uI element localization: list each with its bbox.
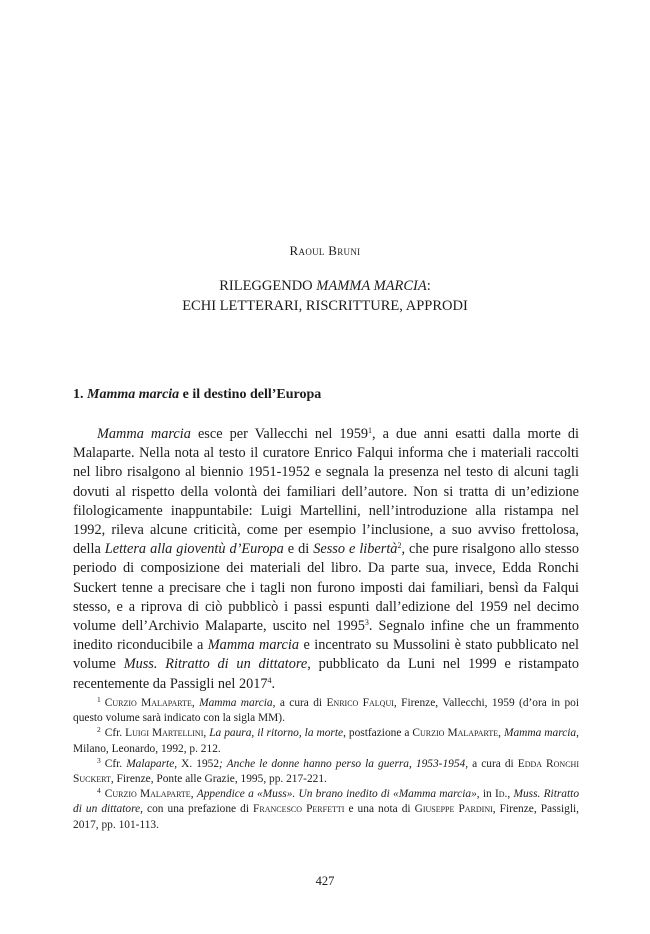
body-text (73, 425, 579, 694)
footnote-number: 1 (97, 695, 101, 704)
footnote-3: $^3$ Cfr. Malaparte, X. 1952; Anche le donne hanno perso la guerra, 1953-1954, a cura di Edda Ronchi Suckert, Firenze, Ponte alle Grazie, 1995, pp. 217-221. (73, 755, 579, 786)
footnote-4: $^4$ Curzio Malaparte, Appendice a «Muss». Un brano inedito di «Mamma marcia», in Id., Muss. Ritratto di un dittatore, con una prefazione di Francesco Perfetti e una nota di Giuseppe Pardini, Firenze, Passigli, 2017, pp. 101-113. (73, 786, 580, 831)
footnote-ref[interactable]: 2 (397, 541, 402, 551)
title-line-2: ECHI LETTERARI, RISCRITTURE, APPRODI (182, 298, 468, 314)
footnote-1: $^1$ Curzio Malaparte, Mamma marcia, a cura di Enrico Falqui, Firenze, Vallecchi, 1959 (d’ora in poi questo volume sarà indicato con la sigla MM). (73, 695, 579, 725)
article-title (0, 276, 650, 316)
paragraph: Mamma marcia esce per Vallecchi nel 1959$^1$, a due anni esatti dalla morte di Malaparte. Nella nota al testo il curatore Enrico Falqui informa che i materiali raccolti nel libro risalgono al biennio 1951-1952 e segnala la presenza nel testo di alcuni tagli dovuti al rispetto della volontà dei familiari dell’autore. Non si tratta di un’edizione filologicamente inappuntabile: Luigi Martellini, nell’introduzione alla ristampa nel 1992, rileva alcune criticità, come per esempio l’inclusione, a suo avviso frettolosa, della Lettera alla gioventù d’Europa e di Sesso e libertà$^2$, che pure risalgono allo stesso periodo di composizione dei materiali del libro. Da parte sua, invece, Edda Ronchi Suckert tenne a precisare che i tagli non furono imposti dai familiari, bensì da Falqui stesso, e a riprova di ciò pubblicò i passi espunti dall’edizione del 1959 nel decimo volume dell’Archivio Malaparte, uscito nel 1995$^3$. Segnalo infine che un frammento inedito riconducibile a Mamma marcia e incentrato su Mussolini è stato pubblicato nel volume Muss. Ritratto di un dittatore, pubblicato da Luni nel 1999 e ristampato recentemente da Passigli nel 2017$^4$. (73, 426, 580, 692)
footnote-ref[interactable]: 1 (368, 426, 373, 435)
footnote-2: $^2$ Cfr. Luigi Martellini, La paura, il ritorno, la morte, postfazione a Curzio Malaparte, Mamma marcia, Milano, Leonardo, 1992, p. 212. (73, 725, 579, 755)
page-number: 427 (315, 874, 335, 888)
section-heading: 1. Mamma marcia e il destino dell’Europa (73, 387, 322, 402)
author-name: Raoul Bruni (289, 243, 361, 258)
footnote-number: 3 (97, 755, 101, 765)
footnotes (73, 696, 579, 833)
footnote-ref[interactable]: 3 (364, 618, 369, 628)
footnote-number: 2 (97, 725, 101, 735)
footnote-number: 4 (97, 786, 101, 796)
footnote-ref[interactable]: 4 (267, 675, 272, 685)
title-line-1: RILEGGENDO MAMMA MARCIA: (219, 278, 431, 294)
